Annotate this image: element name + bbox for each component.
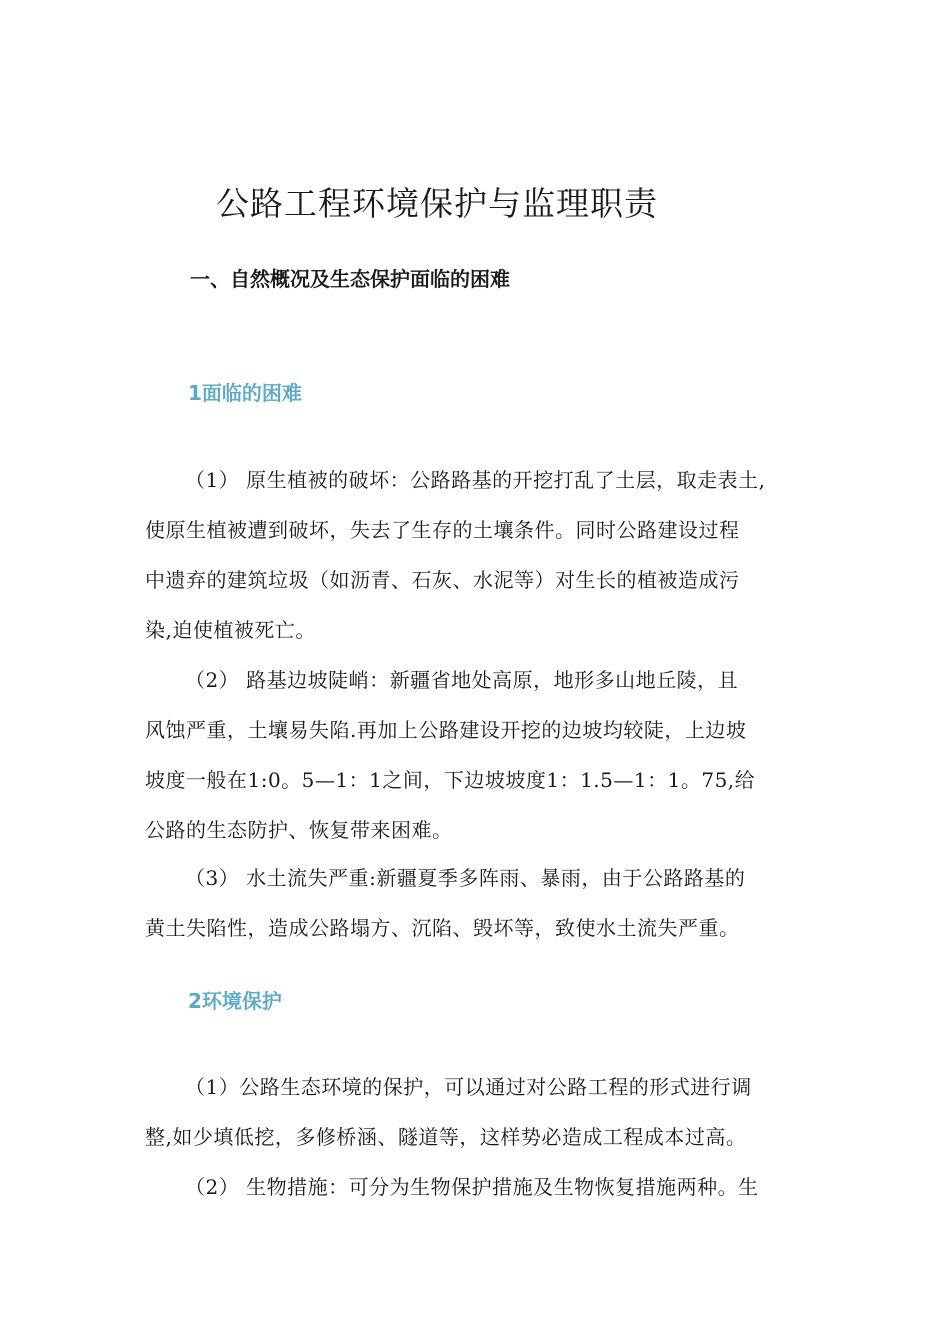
paragraph-line: （2） 生物措施：可分为生物保护措施及生物恢复措施两种。生 [185,1175,759,1199]
paragraph-steep-slopes [145,655,815,855]
paragraph-line: （1） 原生植被的破坏：公路路基的开挖打乱了土层，取走表土, [185,468,766,492]
paragraph-line: 公路的生态防护、恢复带来困难。 [145,818,453,842]
paragraph-line: （1）公路生态环境的保护，可以通过对公路工程的形式进行调 [185,1075,752,1099]
paragraph-ecological-protection [145,1062,815,1162]
paragraph-soil-erosion [145,853,815,953]
paragraph-line: 坡度一般在1:0。5—1：1之间，下边坡坡度1：1.5—1：1。75,给 [145,768,756,792]
paragraph-line: （2） 路基边坡陡峭：新疆省地处高原，地形多山地丘陵，且 [185,668,739,692]
paragraph-line: 中遗弃的建筑垃圾（如沥青、石灰、水泥等）对生长的植被造成污 [145,568,740,592]
paragraph-line: 染,迫使植被死亡。 [145,618,316,642]
paragraph-line: 风蚀严重，土壤易失陷.再加上公路建设开挖的边坡均较陡，上边坡 [145,718,747,742]
subsection-heading-protection: 2环境保护 [188,989,282,1013]
subsection-heading-difficulties: 1面临的困难 [188,381,302,405]
paragraph-line: 黄土失陷性，造成公路塌方、沉陷、毁坏等，致使水土流失严重。 [145,916,740,940]
paragraph-biological-measures [145,1162,815,1212]
paragraph-line: 使原生植被遭到破坏，失去了生存的土壤条件。同时公路建设过程 [145,518,740,542]
paragraph-vegetation-damage [145,455,815,655]
paragraph-line: 整,如少填低挖，多修桥涵、隧道等，这样势必造成工程成本过高。 [145,1125,747,1149]
paragraph-line: （3） 水土流失严重:新疆夏季多阵雨、暴雨，由于公路路基的 [185,866,746,890]
document-title: 公路工程环境保护与监理职责 [216,184,658,223]
section-heading: 一、自然概况及生态保护面临的困难 [190,267,510,291]
